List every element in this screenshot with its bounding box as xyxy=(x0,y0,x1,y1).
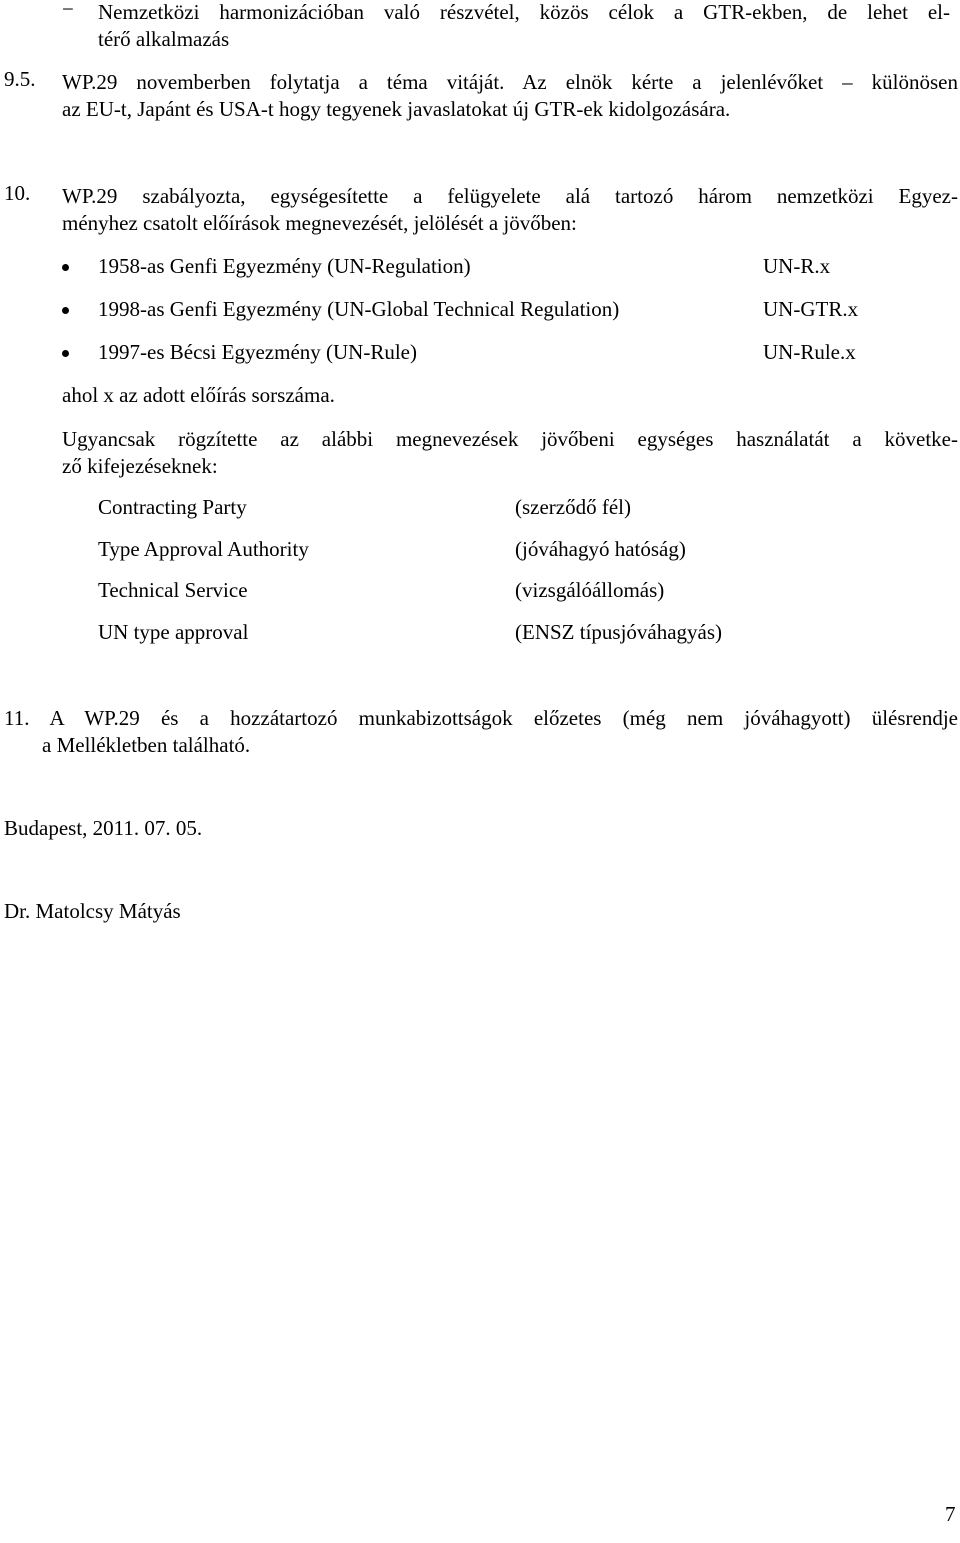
paragraph-number: 10. xyxy=(4,181,31,205)
bullet-icon xyxy=(62,264,69,271)
bullet-icon xyxy=(62,307,69,314)
agreement-name: 1997-es Bécsi Egyezmény (UN-Rule) xyxy=(98,340,417,364)
term-hungarian: (vizsgálóállomás) xyxy=(515,578,665,602)
terms-intro xyxy=(62,424,958,454)
paragraph-11-text xyxy=(4,703,958,733)
paragraph-10-line-2: ményhez csatolt előírások megnevezését, jelölését a jövőben: xyxy=(62,211,577,235)
paragraph-9-5-line-1: WP.29 novemberben folytatja a téma vitáját. Az elnök kérte a jelenlévőket – különösen xyxy=(62,70,958,94)
paragraph-number: 9.5. xyxy=(4,67,36,91)
dash-marker: − xyxy=(62,0,74,21)
agreement-name: 1958-as Genfi Egyezmény (UN-Regulation) xyxy=(98,254,471,278)
paragraph-9-5-text xyxy=(62,67,958,97)
term-hungarian: (jóváhagyó hatóság) xyxy=(515,537,686,561)
page-number: 7 xyxy=(945,1502,956,1526)
agreement-code: UN-R.x xyxy=(763,254,831,278)
dash-item-text xyxy=(98,0,950,27)
term-english: Contracting Party xyxy=(98,495,247,519)
dash-item-line-1: Nemzetközi harmonizációban való részvétel, közös célok a GTR-ekben, de lehet el- xyxy=(98,0,950,24)
bullet-icon xyxy=(62,350,69,357)
terms-intro-line-2: ző kifejezéseknek: xyxy=(62,454,218,478)
agreement-note: ahol x az adott előírás sorszáma. xyxy=(62,383,335,407)
agreement-name: 1998-as Genfi Egyezmény (UN-Global Technical Regulation) xyxy=(98,297,620,321)
paragraph-11-line-1: 11. A WP.29 és a hozzátartozó munkabizottságok előzetes (még nem jóváhagyott) ülésrendje xyxy=(4,706,958,730)
term-english: Type Approval Authority xyxy=(98,537,309,561)
dash-item-line-2: térő alkalmazás xyxy=(98,27,230,51)
place-date: Budapest, 2011. 07. 05. xyxy=(4,816,203,840)
term-hungarian: (szerződő fél) xyxy=(515,495,632,519)
term-english: Technical Service xyxy=(98,578,248,602)
paragraph-10-line-1: WP.29 szabályozta, egységesítette a felügyelete alá tartozó három nemzetközi Egyez- xyxy=(62,184,958,208)
term-english: UN type approval xyxy=(98,620,249,644)
agreement-code: UN-GTR.x xyxy=(763,297,859,321)
term-hungarian: (ENSZ típusjóváhagyás) xyxy=(515,620,723,644)
paragraph-10-text xyxy=(62,181,958,211)
signature-name: Dr. Matolcsy Mátyás xyxy=(4,899,181,923)
agreement-code: UN-Rule.x xyxy=(763,340,856,364)
paragraph-9-5-line-2: az EU-t, Japánt és USA-t hogy tegyenek javaslatokat új GTR-ek kidolgozására. xyxy=(62,97,731,121)
paragraph-11-line-2: a Mellékletben található. xyxy=(42,733,251,757)
terms-intro-line-1: Ugyancsak rögzítette az alábbi megnevezések jövőbeni egységes használatát a követke- xyxy=(62,427,958,451)
